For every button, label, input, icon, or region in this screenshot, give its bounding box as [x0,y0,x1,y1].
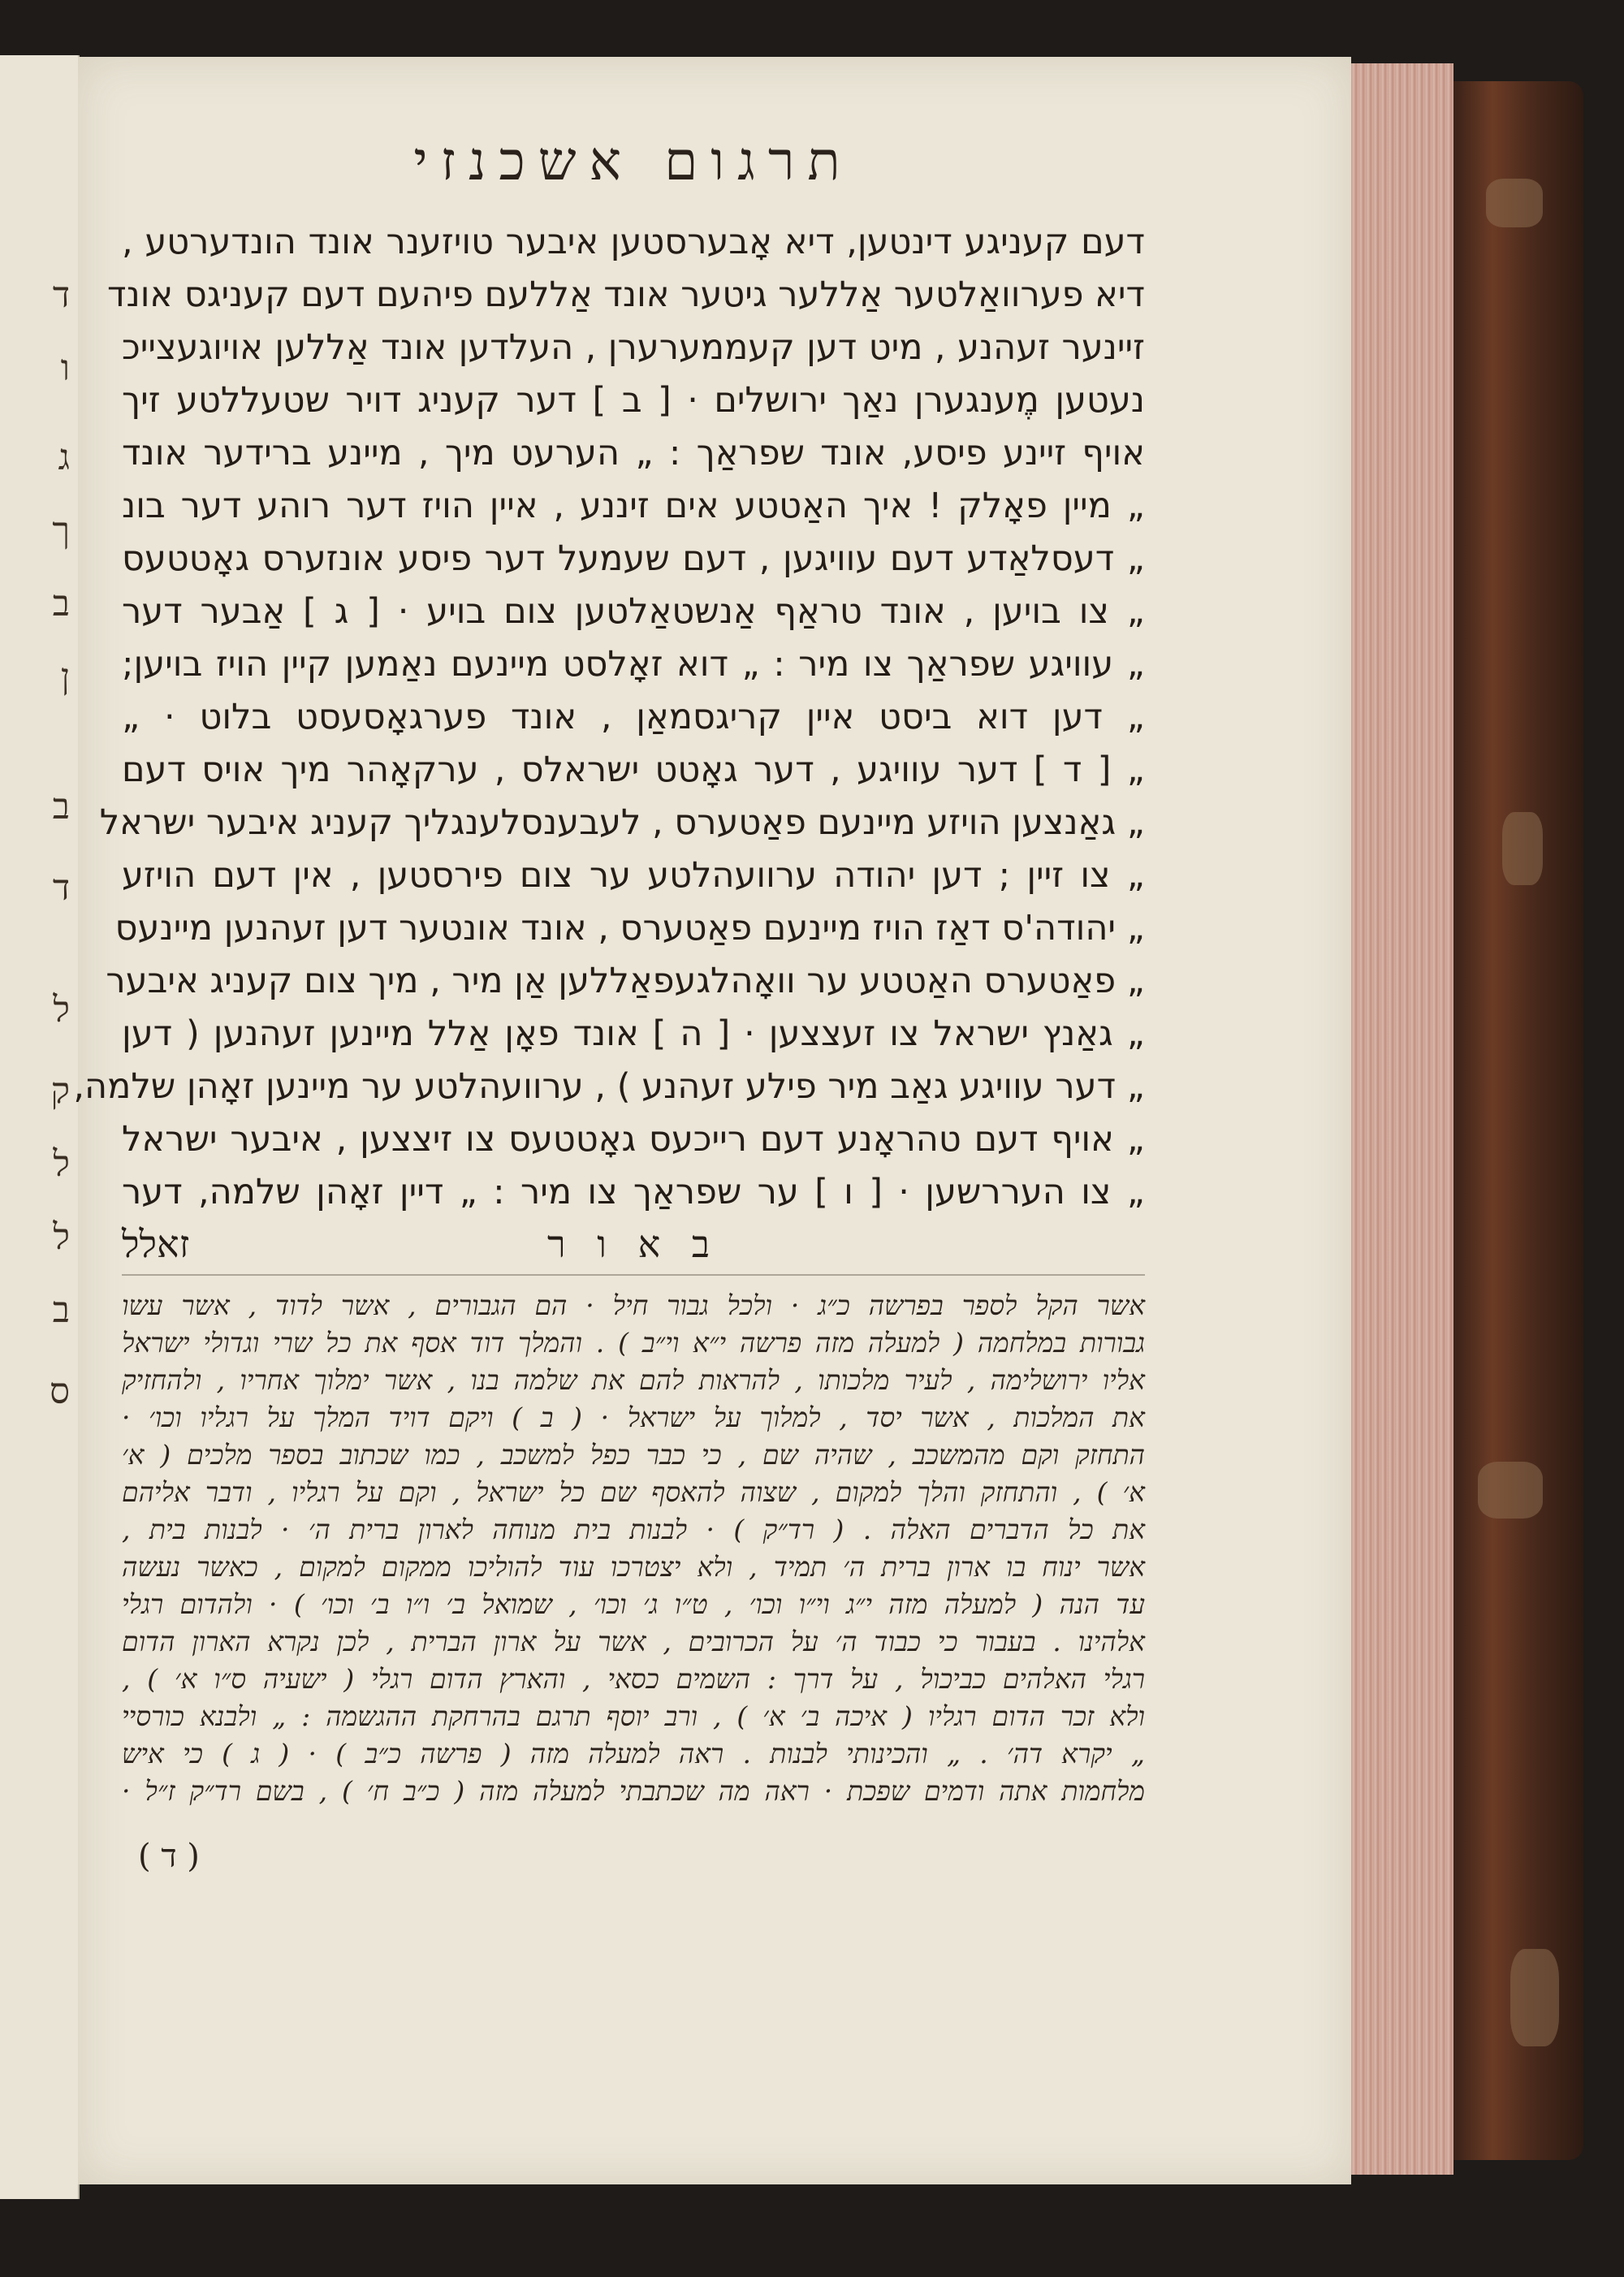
margin-fragment: ו [60,348,70,389]
main-text-line: „ צו זיין ; דען יהודה ערוועהלטע ער צום פירסטען , אין דעם הויזע [122,855,1145,896]
main-text-block [73,216,1145,1219]
main-text-line: „ מיין פאָלק ! איך האַטטע אים זיננע , איין הויז דער רוהע דער בונ [122,486,1145,526]
margin-fragment: ב [52,786,70,827]
main-text-line: דעם קעניגע דינטען, דיא אָבערסטען איבער טויזענר אונד הונדערטע , [122,222,1145,262]
commentary-line: את כל הדברים האלה . ( רד״ק ) · לבנות בית מנוחה לארון ברית ה׳ · לבנות בית , [122,1514,1145,1545]
commentary-line: אליו ירושלימה , לעיר מלכותו , להראות להם את שלמה בנו , אשר ימלוך אחריו , ולהחזיק [122,1364,1145,1396]
commentary-line: את המלכות , אשר יסד , למלוך על ישראל · ( ב ) ויקם דויד המלך על רגליו וכו׳ · [122,1402,1145,1433]
main-text-line: „ גאַנץ ישראל צו זעצצען · [ ה ] אונד פאָן אַלל מיינען זעהנען ( דען [122,1013,1145,1054]
main-text-line: „ צו בויען , אונד טראַף אַנשטאַלטען צום בויע · [ ג ] אַבער דער [122,591,1145,632]
page-content [73,130,1145,1810]
margin-fragment: ב [52,583,70,624]
main-text-line: „ אויף דעם טהראָנע דעם רייכעס גאָטטעס צו זיצצען , איבער ישראל [122,1119,1145,1160]
main-text-line: „ גאַנצען הויזע מיינעם פאַטערס , לעבענסלענגליך קעניג איבער ישראל [99,802,1145,843]
commentary-line: גבורות במלחמה ( למעלה מזה פרשה י״א וי״ב ) . והמלך דוד אסף את כל שרי וגדולי ישראל [122,1327,1145,1359]
margin-fragment: ק [50,1070,70,1112]
margin-fragment: ס [49,1371,70,1412]
book-cover-spine [1453,81,1583,2160]
facing-page-left [0,55,80,2199]
margin-fragment: ך [52,510,70,551]
main-text-line: „ דער עוויגע גאַב מיר פילע זעהנע ) , ערוועהלטע ער מיינען זאָהן שלמה, [73,1066,1145,1107]
margin-fragment: ב [52,1290,70,1331]
main-text-line: זיינער זעהנע , מיט דען קעממערערן , העלדען אונד אַללען אויוגעצייכ [122,327,1145,368]
main-text-line: „ דעסלאַדע דעם עוויגען , דעם שעמעל דער פיסע אונזערס גאָטטעס [122,538,1145,579]
margin-fragment: ל [53,989,70,1030]
margin-fragment: ד [52,274,70,316]
commentary-line: אשר הקל לספר בפרשה כ״ג · ולכל גבור חיל · הם הגבורים , אשר לדוד , אשר עשו [122,1290,1145,1321]
main-text-line: „ פאַטערס האַטטע ער וואָהלגעפאַללען אַן מיר , מיך צום קעניג איבער [106,961,1145,1001]
main-text-line: „ [ ד ] דער עוויגע , דער גאָטט ישראלס , ערקאָהר מיך אויס דעם [122,750,1145,790]
page-edges [1351,63,1453,2175]
margin-fragment: ן [60,656,70,698]
margin-fragment: ג [58,437,70,478]
margin-fragment: ל [53,1143,70,1185]
commentary-line: רגלי האלהים כביכול , על דרך : השמים כסאי , והארץ הדום רגלי ( ישעיה ס״ו א׳ ) , [122,1663,1145,1695]
commentary-line: התחזק וקם מהמשכב , שהיה שם , כי כבר כפל למשכב , כמו שכתוב בספר מלכים ( א׳ [122,1439,1145,1471]
main-text-line: אויף זיינע פיסע, אונד שפראַך : „ הערעט מיך , מיינע ברידער אונד [122,433,1145,473]
margin-fragment: ד [52,867,70,909]
margin-fragment: ל [53,1216,70,1258]
commentary-line: ולא זכר הדום רגליו ( איכה ב׳ א׳ ) , ורב יוסף תרגם בהרחקת ההגשמה : „ ולבנא כורסיי [122,1700,1145,1732]
commentary-line: „ יקרא דה׳ . „ והכינותי לבנות . ראה למעלה מזה ( פרשה כ״ב ) · ( ג ) כי איש [122,1738,1145,1769]
commentary-line: אלהינו . בעבור כי כבוד ה׳ על הכרובים , אשר על ארון הברית , לכן נקרא הארון הדום [122,1626,1145,1657]
catchword: זאלל [122,1222,190,1266]
main-text-line: „ צו העררשען · [ ו ] ער שפראַך צו מיר : „ דיין זאָהן שלמה, דער [122,1172,1145,1212]
commentary-line: מלחמות אתה ודמים שפכת · ראה מה שכתבתי למעלה מזה ( כ״ב ח׳ ) , בשם רד״ק ז״ל · [122,1775,1145,1807]
main-text-line: „ דען דוא ביסט איין קריגסמאַן , אונד פערגאָסעסט בלוט · „ [122,697,1145,737]
main-text-line: „ עוויגע שפראַך צו מיר : „ דוא זאָלסט מיינעם נאַמען קיין הויז בויען; [122,644,1145,685]
main-text-line: נעטען מֶענגערן נאַך ירושלים · [ ב ] דער קעניג דויר שטעללטע זיך [122,380,1145,421]
commentary-line: א׳ ) , והתחזק והלך למקום , שצוה להאסף שם כל ישראל , וקם על רגליו , ודבר אליהם [122,1476,1145,1508]
commentary-line: אשר ינוח בו ארון ברית ה׳ תמיד , ולא יצטרכו עוד להוליכו ממקום למקום , כאשר נעשה [122,1551,1145,1583]
commentary-header [122,1222,1145,1266]
main-text-line: „ יהודה'ס דאַז הויז מיינעם פאַטערס , אונד אונטער דען זעהנען מיינעס [114,908,1145,948]
commentary-line: עד הנה ( למעלה מזה י״ג וי״ו וכו׳ , ט״ו ג׳ וכו׳ , שמואל ב׳ ו״ו ב׳ וכו׳ ) · ולהדום רגלי [122,1588,1145,1620]
page-number: ( ד ) [138,1838,200,1875]
divider-rule [122,1274,1145,1276]
running-title: תרגום אשכנזי [413,130,853,192]
section-label: ב א ו ר [546,1222,719,1266]
main-text-line: דיא פערוואַלטער אַללער גיטער אונד אַללעם פיהעם דעם קעניגס אונד [107,274,1145,315]
commentary-block [122,1287,1145,1810]
